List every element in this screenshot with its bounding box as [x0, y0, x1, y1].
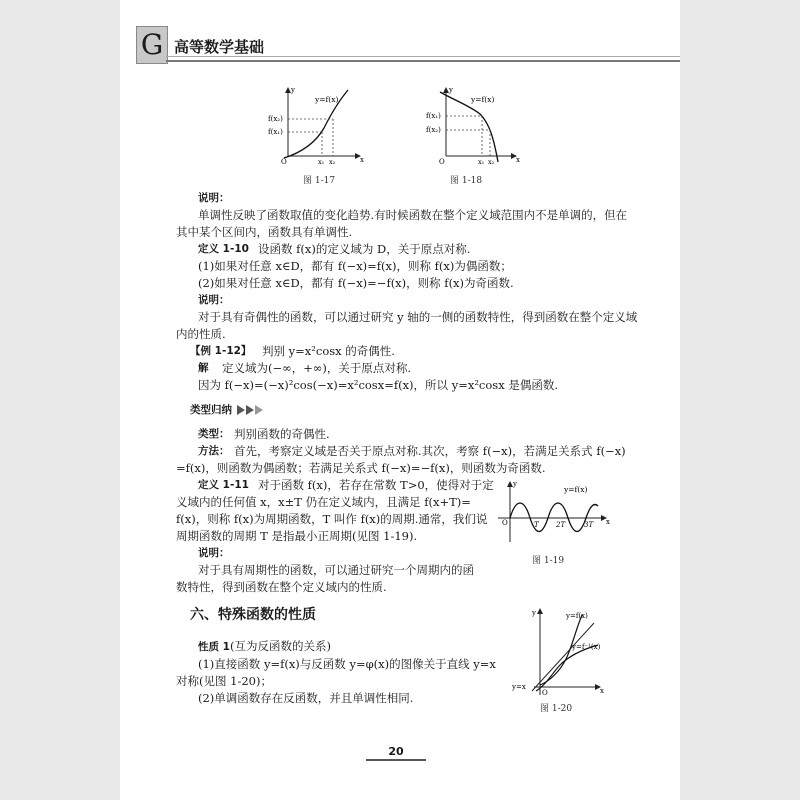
note2-line1: 对于具有奇偶性的函数，可以通过研究 y 轴的一侧的函数特性，得到函数在整个定义域: [198, 310, 638, 324]
def110-item1: (1)如果对任意 x∈D，都有 f(−x)=f(x)，则称 f(x)为偶函数；: [198, 259, 512, 273]
fig18-func-label: y=f(x): [471, 95, 495, 104]
ex112-label: 【例 1-12】: [190, 345, 252, 357]
fig20-inverse-label: y=f⁻¹(x): [572, 643, 601, 651]
figure-1-19: [494, 478, 614, 546]
summary-method-label: 方法：: [198, 445, 230, 457]
def111-line2: 义域内的任何值 x，x±T 仍在定义域内，且满足 f(x+T)=: [176, 495, 471, 509]
page-number-rule: [366, 759, 426, 761]
note3-label: 说明：: [198, 547, 230, 559]
summary-type-text: 判别函数的奇偶性.: [234, 427, 330, 441]
note1-label: 说明：: [198, 192, 230, 204]
fig17-caption: 图 1-17: [303, 176, 336, 186]
fig18-x-label: x: [516, 156, 520, 164]
def110-text: 设函数 f(x)的定义域为 D，关于原点对称.: [258, 242, 471, 256]
fig17-y-label: y: [291, 86, 295, 94]
note1-line1: 单调性反映了函数取值的变化趋势.有时候函数在整个定义域范围内不是单调的，但在: [198, 208, 628, 222]
ex112-solution-line1: 定义域为(−∞，+∞)，关于原点对称.: [222, 361, 412, 375]
fig18-x1: x₁: [478, 158, 485, 166]
prop1-heading: [198, 638, 331, 655]
book-title: 高等数学基础: [174, 38, 265, 56]
fig19-y-label: y: [513, 480, 517, 488]
summary-type-label: 类型：: [198, 428, 230, 440]
fig17-fx1: f(x₁): [268, 128, 283, 136]
def111-label: 定义 1-11: [198, 479, 249, 491]
fig18-fx1: f(x₁): [426, 112, 441, 120]
fig17-x2: x₂: [329, 158, 336, 166]
summary-label: 类型归纳: [190, 404, 232, 416]
figure-1-17: [268, 84, 378, 166]
note3-line1: 对于具有周期性的函数，可以通过研究一个周期内的函: [198, 563, 474, 577]
fig17-x1: x₁: [318, 158, 325, 166]
ex112-solution-label: 解: [198, 362, 209, 374]
fig20-caption: 图 1-20: [540, 704, 573, 714]
header-rule-thin: [166, 56, 680, 57]
fig20-y-label: y: [532, 609, 536, 617]
summary-method-line1: 首先，考察定义域是否关于原点对称.其次，考察 f(−x)，若满足关系式 f(−x): [234, 444, 626, 458]
prop1-item1b: 对称(见图 1-20)；: [176, 674, 272, 688]
fig18-y-label: y: [449, 86, 453, 94]
page-number: 20: [388, 745, 404, 758]
def110-item2: (2)如果对任意 x∈D，都有 f(−x)=−f(x)，则称 f(x)为奇函数.: [198, 276, 514, 290]
fig17-func-label: y=f(x): [315, 95, 339, 104]
chapter-badge: G: [136, 26, 168, 64]
fig17-fx2: f(x₂): [268, 115, 283, 123]
fig19-func-label: y=f(x): [564, 485, 588, 494]
def111-line4: 周期函数的周期 T 是指最小正周期(见图 1-19).: [176, 529, 418, 543]
fig18-x2: x₂: [488, 158, 495, 166]
fig18-caption: 图 1-18: [450, 176, 483, 186]
note3-line2: 数特性，得到函数在整个定义域内的性质.: [176, 580, 387, 594]
def111-line1: 对于函数 f(x)，若存在常数 T>0，使得对于定: [258, 478, 494, 492]
fig20-func-label: y=f(x): [566, 612, 588, 620]
fig19-caption: 图 1-19: [532, 556, 565, 566]
figure-1-20: [510, 605, 606, 697]
header-rule: [166, 60, 680, 62]
fig19-x-label: x: [606, 518, 610, 526]
def111-line3: f(x)，则称 f(x)为周期函数，T 叫作 f(x)的周期.通常，我们说: [176, 512, 488, 526]
ex112-text: 判别 y=x²cosx 的奇偶性.: [262, 344, 395, 358]
fig19-t3: 3T: [584, 521, 594, 529]
line-y-equals-x: [532, 623, 594, 691]
note1-line2: 其中某个区间内，函数具有单调性.: [176, 225, 353, 239]
fig20-origin: O: [542, 689, 548, 697]
note2-line2: 内的性质.: [176, 327, 226, 341]
fig19-t2: 2T: [556, 521, 566, 529]
fig19-t1: T: [534, 521, 539, 529]
note2-label: 说明：: [198, 294, 230, 306]
ex112-solution-line2: 因为 f(−x)=(−x)²cos(−x)=x²cosx=f(x)，所以 y=x²cosx 是偶函数.: [198, 378, 558, 392]
fig18-fx2: f(x₂): [426, 126, 441, 134]
arrow-icon: [236, 404, 263, 416]
fig17-origin: O: [281, 158, 287, 166]
prop1-item1a: (1)直接函数 y=f(x)与反函数 y=φ(x)的图像关于直线 y=x: [198, 657, 496, 671]
summary-tag: [190, 402, 263, 417]
def110-label: 定义 1-10: [198, 243, 249, 255]
prop1-label: 性质 1: [198, 641, 230, 653]
fig20-line-label: y=x: [512, 683, 526, 691]
figure-1-18: [424, 84, 534, 166]
fig18-origin: O: [439, 158, 445, 166]
fig20-x-label: x: [600, 687, 604, 695]
fig19-origin: O: [502, 519, 508, 527]
fig17-x-label: x: [360, 156, 364, 164]
summary-method-line2: =f(x)，则函数为偶函数；若满足关系式 f(−x)=−f(x)，则函数为奇函数.: [176, 461, 546, 475]
prop1-label-rest: (互为反函数的关系): [229, 639, 331, 653]
prop1-item2: (2)单调函数存在反函数，并且单调性相同.: [198, 691, 414, 705]
section-title: 六、特殊函数的性质: [190, 607, 316, 623]
